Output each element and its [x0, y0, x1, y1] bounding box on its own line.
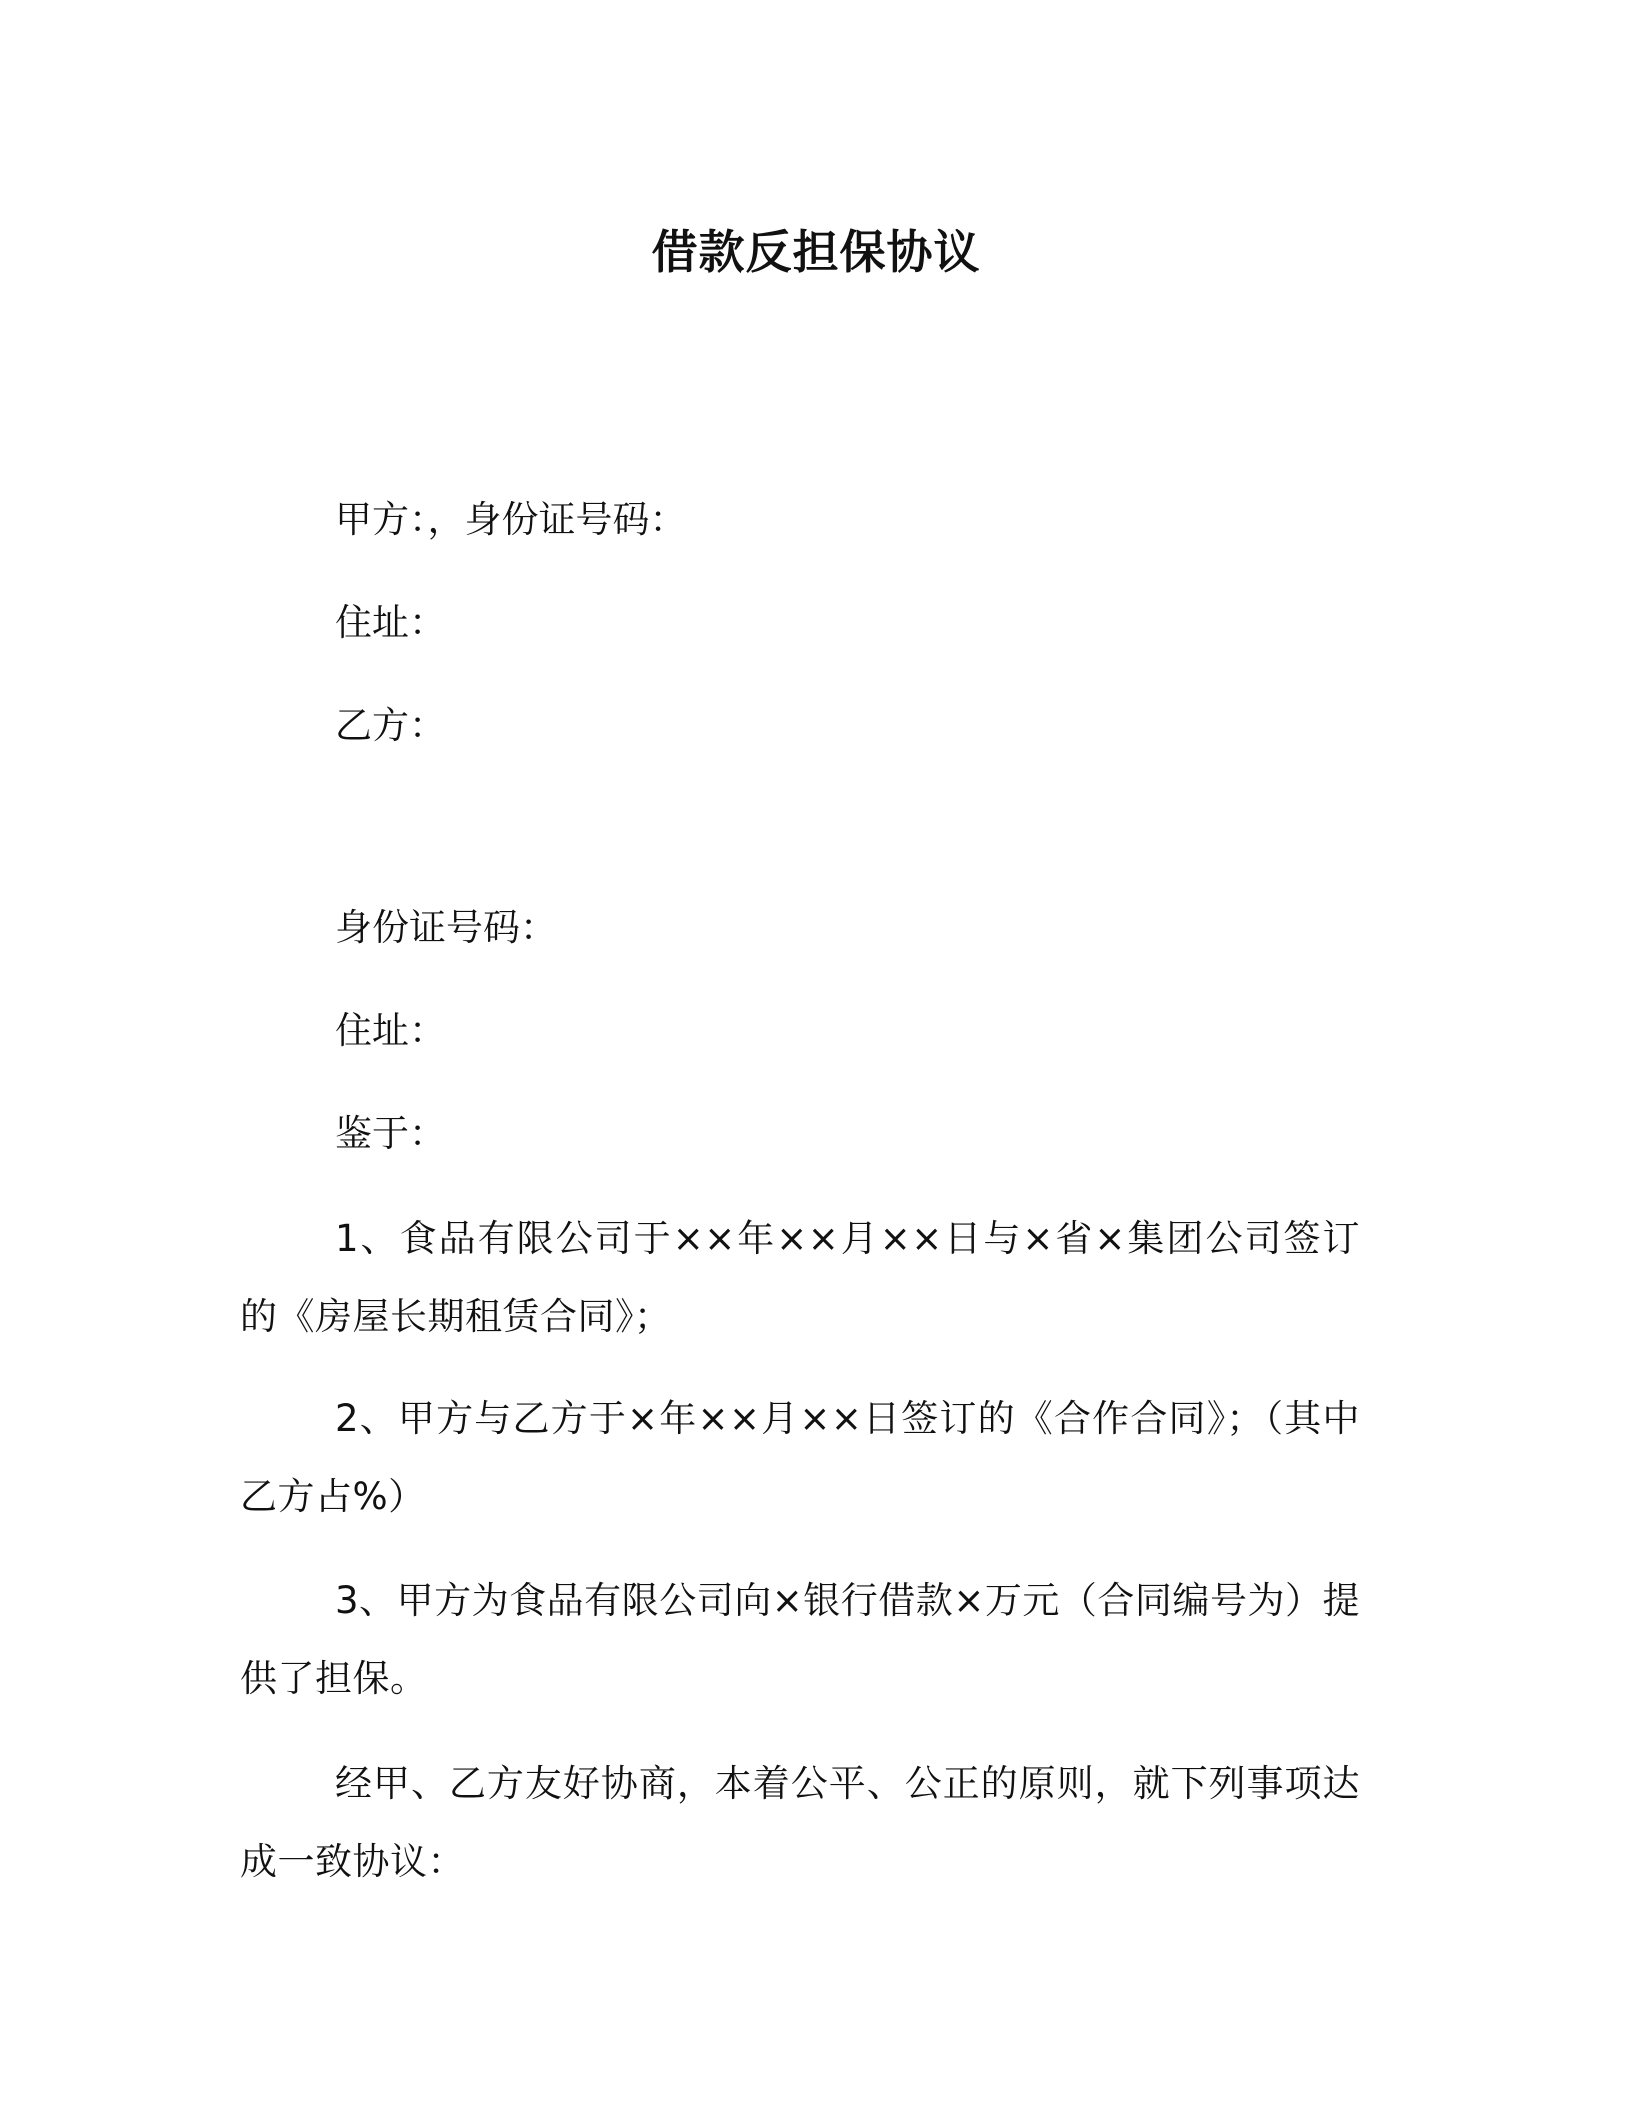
agreement-intro-paragraph: 经甲、乙方友好协商，本着公平、公正的原则，就下列事项达成一致协议： [240, 1762, 1360, 1883]
whereas-line: 鉴于： [335, 1112, 446, 1155]
clause-paragraph-3: 3、甲方为食品有限公司向×银行借款×万元（合同编号为）提供了担保。 [240, 1579, 1360, 1700]
party-a-address-line: 住址： [335, 601, 446, 644]
clause-paragraph-2: 2、甲方与乙方于×年××月××日签订的《合作合同》；（其中乙方占%） [240, 1397, 1360, 1518]
party-a-line: 甲方：，身份证号码： [335, 498, 687, 541]
clause-paragraph-1: 1、食品有限公司于××年××月××日与×省×集团公司签订的《房屋长期租赁合同》； [240, 1217, 1360, 1338]
party-b-line: 乙方： [335, 704, 446, 747]
party-b-id-line: 身份证号码： [335, 906, 557, 949]
party-b-address-line: 住址： [335, 1009, 446, 1052]
document-title: 借款反担保协议 [651, 225, 981, 279]
